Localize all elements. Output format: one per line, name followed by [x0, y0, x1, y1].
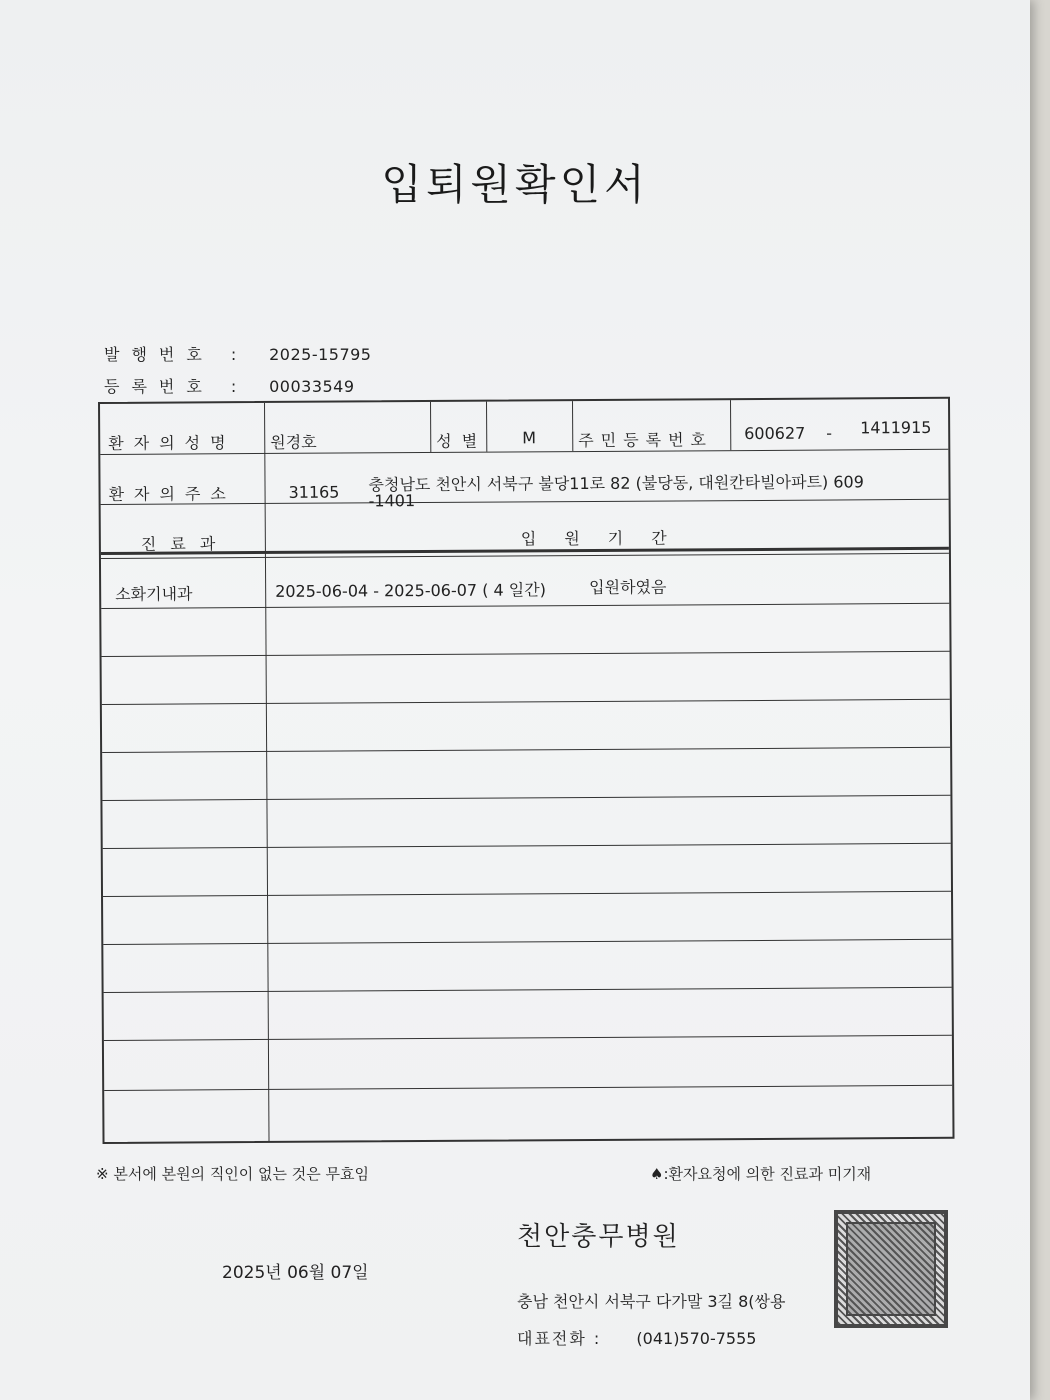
row-period: 2025-06-04 - 2025-06-07 ( 4 일간) [275, 580, 546, 601]
period-header: 입원기간 [520, 528, 695, 549]
issue-number: 2025-15795 [269, 345, 372, 364]
rrn-label: 주민등록번호 [578, 430, 714, 451]
rrn-front: 600627 [744, 423, 806, 444]
row-divider [102, 747, 950, 753]
address-label: 환자의주소 [108, 484, 236, 504]
department-header: 진료과 [140, 534, 230, 554]
sex-label: 성별 [436, 431, 488, 451]
row-divider [102, 699, 950, 705]
issue-date: 2025년 06월 07일 [222, 1263, 369, 1283]
row-divider [103, 843, 951, 849]
row-divider [104, 1035, 952, 1041]
rrn-back: 1411915 [860, 417, 932, 438]
issue-number-row [104, 342, 371, 365]
column-divider [264, 403, 270, 1141]
row-status: 입원하였음 [589, 577, 667, 598]
column-divider [430, 402, 431, 452]
sex-value: M [522, 428, 537, 448]
address-line-1: 충청남도 천안시 서북구 불당11로 82 (불당동, 대원칸타빌아파트) 609 [368, 472, 864, 495]
hospital-name: 천안충무병원 [517, 1222, 680, 1252]
row-divider [103, 891, 951, 897]
patient-name-label: 환자의성명 [108, 433, 236, 453]
rrn-dash: - [826, 423, 833, 443]
omission-note: ♠:환자요청에 의한 진료과 미기재 [650, 1165, 872, 1183]
row-department: 소화기내과 [115, 584, 193, 604]
row-divider [104, 1085, 952, 1091]
hospital-address: 충남 천안시 서북구 다가말 3길 8(쌍용 [517, 1292, 786, 1311]
phone-row [517, 1326, 756, 1349]
document-title: 입퇴원확인서 [381, 160, 649, 209]
phone-label: 대표전화 : [517, 1329, 602, 1348]
row-divider [102, 795, 950, 801]
zip-code: 31165 [288, 482, 340, 502]
column-divider [730, 400, 731, 450]
official-seal-stamp [834, 1210, 948, 1328]
row-divider [104, 987, 952, 993]
registration-number: 00033549 [269, 377, 355, 396]
validity-note: ※ 본서에 본원의 직인이 없는 것은 무효임 [96, 1165, 370, 1183]
row-divider [101, 603, 949, 609]
row-divider [102, 651, 950, 657]
phone-number: (041)570-7555 [636, 1329, 757, 1348]
issue-number-label: 발행번호 : [104, 345, 249, 364]
column-divider [572, 401, 573, 451]
patient-name: 원경호 [270, 432, 317, 452]
admission-table [98, 397, 955, 1144]
registration-number-label: 등록번호 : [104, 377, 249, 396]
row-divider [103, 939, 951, 945]
address-line-2: -1401 [368, 491, 416, 511]
registration-number-row [104, 374, 355, 397]
